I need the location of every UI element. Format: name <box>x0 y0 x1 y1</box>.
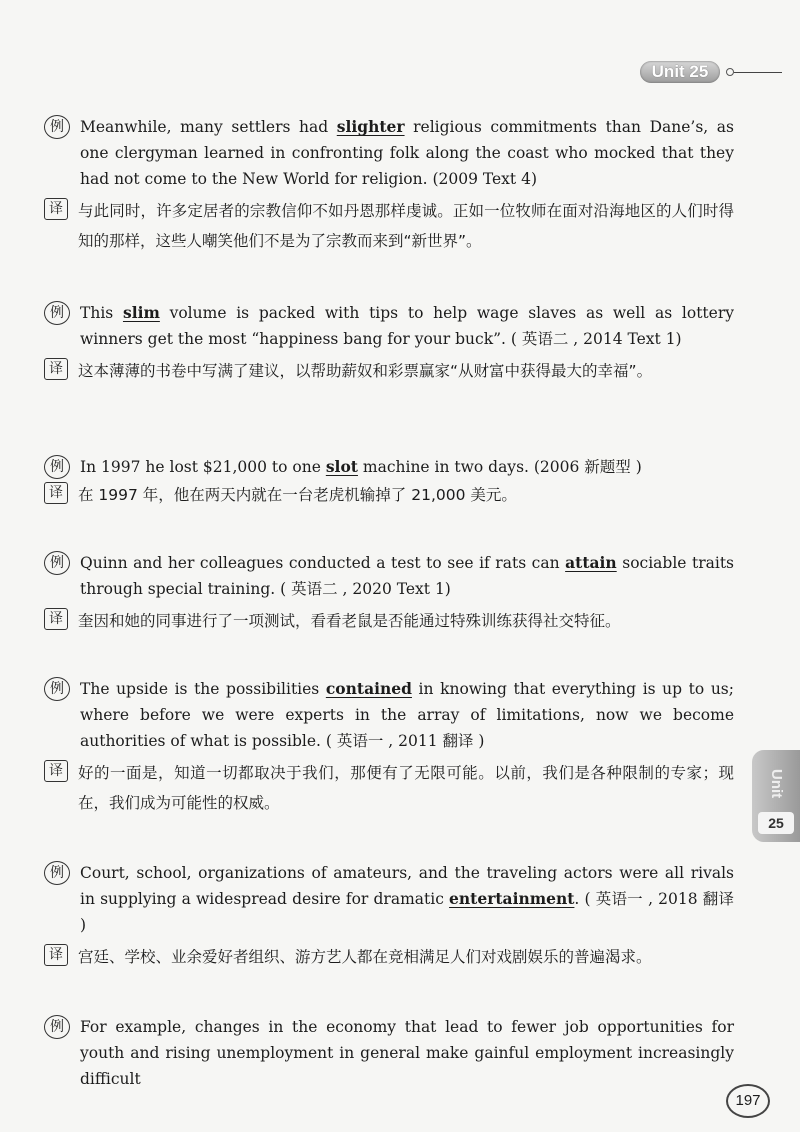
keyword: slim <box>122 303 160 322</box>
side-unit-tab <box>752 750 800 842</box>
translation-badge: 译 <box>44 608 68 630</box>
translation-badge: 译 <box>44 944 68 966</box>
keyword: slighter <box>336 117 405 136</box>
translation-badge: 译 <box>44 358 68 380</box>
translation-badge: 译 <box>44 482 68 504</box>
example-badge: 例 <box>44 115 70 139</box>
example-entry <box>44 114 734 256</box>
header-rule <box>726 68 782 76</box>
example-sentence: This slim volume is packed with tips to help wage slaves as well as lottery winners get the most “happiness bang for your buck”. ( 英语二 , 2014 Text 1) <box>80 303 734 348</box>
example-entry <box>44 1014 734 1092</box>
example-sentence: For example, changes in the economy that lead to fewer job opportunities for youth and rising unemployment in general make gainful employment increasingly difficult <box>80 1018 734 1088</box>
example-sentence: Quinn and her colleagues conducted a test to see if rats can attain sociable traits through special training. ( 英语二 , 2020 Text 1) <box>80 553 735 598</box>
example-entry <box>44 676 734 818</box>
keyword: attain <box>565 553 617 572</box>
example-sentence: In 1997 he lost $21,000 to one slot machine in two days. (2006 新题型 ) <box>80 457 642 476</box>
example-badge: 例 <box>44 551 70 575</box>
translation-text: 好的一面是，知道一切都取决于我们，那便有了无限可能。以前，我们是各种限制的专家；现在，我们成为可能性的权威。 <box>78 764 734 812</box>
example-entry <box>44 860 734 972</box>
keyword: slot <box>325 457 358 476</box>
example-badge: 例 <box>44 301 70 325</box>
example-sentence: The upside is the possibilities contained in knowing that everything is up to us; where before we were experts in the array of limitations, now we become authorities of what is possible. ( 英语一 , 2011 翻译 ) <box>80 679 734 750</box>
translation-text: 这本薄薄的书卷中写满了建议，以帮助薪奴和彩票赢家“从财富中获得最大的幸福”。 <box>78 362 653 380</box>
keyword: contained <box>325 679 412 698</box>
example-sentence: Court, school, organizations of amateurs, and the traveling actors were all rivals in supplying a widespread desire for dramatic entertainment. ( 英语一 , 2018 翻译 ) <box>80 864 734 934</box>
unit-header <box>640 60 782 84</box>
translation-badge: 译 <box>44 198 68 220</box>
translation-text: 奎因和她的同事进行了一项测试，看看老鼠是否能通过特殊训练获得社交特征。 <box>78 612 621 630</box>
translation-text: 在 1997 年，他在两天内就在一台老虎机输掉了 21,000 美元。 <box>78 486 517 504</box>
example-entry <box>44 454 734 510</box>
example-badge: 例 <box>44 455 70 479</box>
side-unit-number: 25 <box>758 812 794 834</box>
side-unit-label: Unit <box>768 769 785 799</box>
example-badge: 例 <box>44 861 70 885</box>
example-badge: 例 <box>44 1015 70 1039</box>
example-entry <box>44 300 734 386</box>
example-entry <box>44 550 734 636</box>
example-badge: 例 <box>44 677 70 701</box>
keyword: entertainment <box>449 889 575 908</box>
translation-text: 与此同时，许多定居者的宗教信仰不如丹恩那样虔诚。正如一位牧师在面对沿海地区的人们时得知的那样，这些人嘲笑他们不是为了宗教而来到“新世界”。 <box>78 202 734 250</box>
translation-badge: 译 <box>44 760 68 782</box>
example-sentence: Meanwhile, many settlers had slighter religious commitments than Dane’s, as one clergyman learned in confronting folk along the coast who mocked that they had not come to the New World for religion. (2009 Text 4) <box>80 117 734 188</box>
translation-text: 宫廷、学校、业余爱好者组织、游方艺人都在竞相满足人们对戏剧娱乐的普遍渴求。 <box>78 948 652 966</box>
unit-label: Unit 25 <box>640 61 720 83</box>
page-number: 197 <box>726 1084 770 1118</box>
